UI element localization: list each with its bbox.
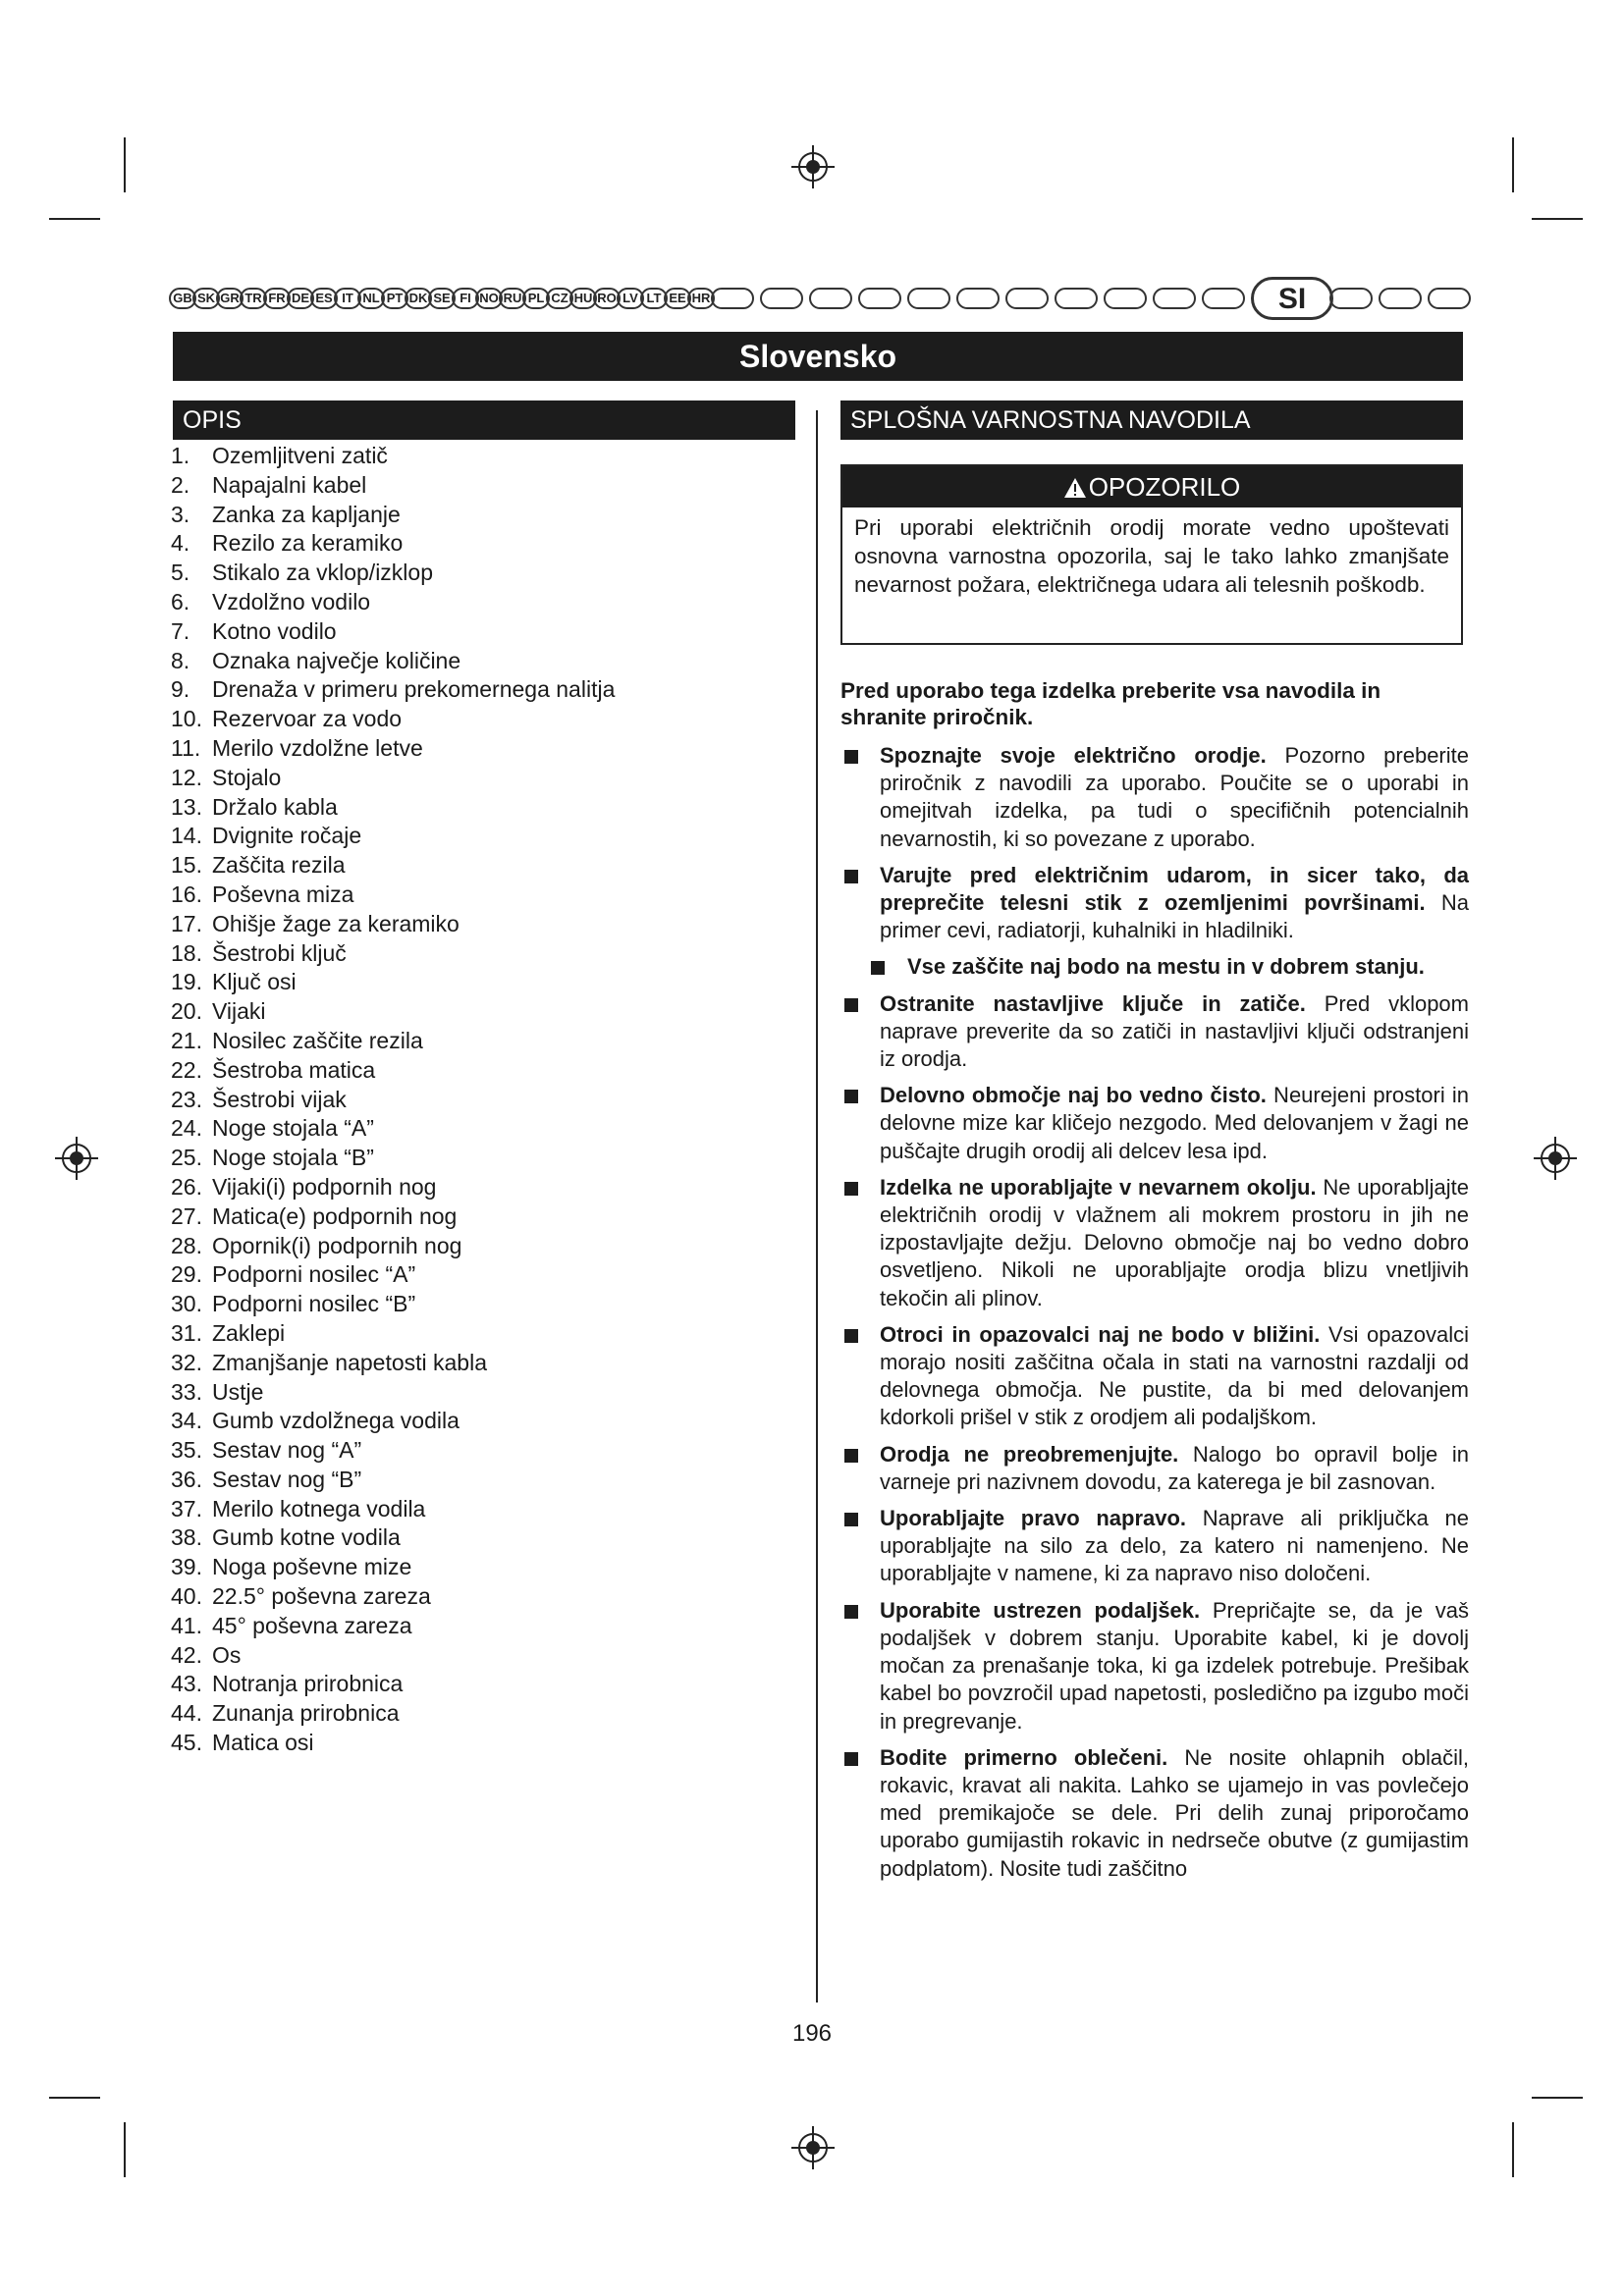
language-tabs [169, 277, 1465, 320]
warning-title: OPOZORILO [1088, 472, 1241, 502]
language-tab-hr: HR [687, 288, 715, 309]
opis-item-number: 28. [171, 1232, 202, 1258]
opis-item-number: 25. [171, 1145, 202, 1171]
opis-item-number: 6. [171, 588, 190, 614]
opis-item-text: Zunanja prirobnica [212, 1700, 400, 1727]
safety-bullet-title: Bodite primerno oblečeni. [880, 1744, 1168, 1770]
opis-item [171, 1729, 799, 1758]
opis-item [171, 910, 799, 939]
safety-bullet-title: Izdelka ne uporabljajte v nevarnem okolju. [880, 1174, 1317, 1200]
opis-item-text: Sestav nog “B” [212, 1466, 362, 1492]
opis-item-number: 44. [171, 1700, 202, 1727]
crop-mark [124, 137, 126, 192]
opis-item-number: 12. [171, 764, 202, 790]
safety-bullet-text: Pozorno preberite priročnik z navodili za uporabo. Poučite se o uporabi in omejitvah izdelka, pa tudi o specifičnih potencialnih nevarnostih, ki so povezane z uporabo. [880, 743, 1469, 851]
opis-heading: OPIS [173, 400, 795, 440]
opis-item-number: 7. [171, 617, 190, 644]
crop-mark [1532, 218, 1583, 220]
language-tab-de: DE [287, 288, 314, 309]
warning-header [842, 466, 1461, 507]
opis-item [171, 1523, 799, 1553]
opis-item-text: Gumb vzdolžnega vodila [212, 1408, 460, 1434]
warning-text: Pri uporabi električnih orodij morate vedno upoštevati osnovna varnostna opozorila, saj le tako lahko zmanjšate nevarnost požara, električnega udara ali telesnih poškodb. [854, 515, 1449, 597]
opis-item [171, 1114, 799, 1144]
language-tab-gb: GB [169, 288, 196, 309]
document-title: Slovensko [173, 332, 1463, 381]
opis-item [171, 501, 799, 530]
opis-item-text: Napajalni kabel [212, 471, 367, 498]
language-tab-no: NO [475, 288, 503, 309]
safety-bullet-text: Ne nosite ohlapnih oblačil, rokavic, kravat ali nakita. Lahko se ujamejo in vas povlečejo med premikajoče se dele. Pri delih zunaj priporočamo uporabo gumijastih rokavic in nedrseče obutve (z gumijastim podplatom). Nosite tudi zaščitno [880, 1744, 1469, 1881]
opis-item [171, 559, 799, 588]
opis-item [171, 1144, 799, 1173]
opis-item [171, 1407, 799, 1436]
opis-item-text: Šestroba matica [212, 1056, 376, 1083]
opis-item-text: Os [212, 1641, 242, 1668]
language-tab-pl: PL [522, 288, 550, 309]
opis-item-text: Stojalo [212, 764, 282, 790]
opis-item [171, 1056, 799, 1086]
opis-item-text: Kotno vodilo [212, 617, 337, 644]
opis-item-text: Ohišje žage za keramiko [212, 910, 460, 936]
safety-bullet [840, 953, 1469, 981]
safety-bullet [840, 1441, 1469, 1496]
opis-item-text: Šestrobi ključ [212, 939, 347, 966]
registration-mark-icon [1534, 1137, 1577, 1180]
language-tab-blank [1379, 288, 1422, 309]
opis-item [171, 1173, 799, 1202]
safety-bullet [840, 1321, 1469, 1432]
opis-item [171, 1495, 799, 1524]
opis-item [171, 529, 799, 559]
opis-item-number: 1. [171, 443, 190, 468]
opis-item-number: 18. [171, 939, 202, 966]
language-tab-cz: CZ [546, 288, 573, 309]
opis-item-text: Noge stojala “B” [212, 1145, 374, 1171]
opis-item-number: 34. [171, 1408, 202, 1434]
opis-item-text: Zaščita rezila [212, 852, 346, 879]
opis-item [171, 1699, 799, 1729]
opis-item [171, 822, 799, 851]
opis-item-number: 10. [171, 706, 202, 732]
language-tab-blank [1428, 288, 1471, 309]
language-tab-blank [809, 288, 852, 309]
crop-mark [1512, 137, 1514, 192]
opis-item [171, 1349, 799, 1378]
opis-item-text: Dvignite ročaje [212, 823, 362, 849]
opis-item-text: Vijaki [212, 998, 266, 1025]
opis-item [171, 1202, 799, 1232]
opis-item-number: 36. [171, 1466, 202, 1492]
opis-item-text: Držalo kabla [212, 793, 338, 820]
safety-bullet-title: Otroci in opazovalci naj ne bodo v bližini. [880, 1321, 1321, 1347]
opis-item-text: Vijaki(i) podpornih nog [212, 1173, 437, 1200]
language-tab-tr: TR [240, 288, 267, 309]
opis-item [171, 442, 799, 471]
language-tab-blank [1202, 288, 1245, 309]
safety-bullet-title: Delovno območje naj bo vedno čisto. [880, 1083, 1267, 1108]
opis-item-text: Rezilo za keramiko [212, 530, 404, 557]
language-tab-se: SE [428, 288, 456, 309]
opis-item-number: 40. [171, 1583, 202, 1610]
warning-triangle-icon [1063, 477, 1087, 499]
opis-item-text: Noga poševne mize [212, 1554, 412, 1580]
opis-item [171, 617, 799, 647]
opis-item [171, 1553, 799, 1582]
opis-item-number: 20. [171, 998, 202, 1025]
opis-item-text: Sestav nog “A” [212, 1437, 362, 1464]
opis-item-number: 3. [171, 501, 190, 527]
language-tab-ro: RO [593, 288, 621, 309]
opis-item-text: Matica osi [212, 1730, 314, 1756]
language-tab-dk: DK [405, 288, 432, 309]
opis-item-number: 35. [171, 1437, 202, 1464]
language-tab-hu: HU [569, 288, 597, 309]
language-tab-gr: GR [216, 288, 244, 309]
opis-item [171, 793, 799, 823]
opis-item [171, 1641, 799, 1671]
safety-bullet-title: Uporabite ustrezen podaljšek. [880, 1597, 1201, 1623]
opis-item [171, 997, 799, 1027]
opis-item-text: Opornik(i) podpornih nog [212, 1232, 462, 1258]
opis-item-number: 30. [171, 1291, 202, 1317]
safety-bullet-title: Uporabljajte pravo napravo. [880, 1506, 1187, 1531]
language-tab-blank [760, 288, 803, 309]
opis-item [171, 764, 799, 793]
opis-item-number: 4. [171, 530, 190, 557]
column-divider [816, 410, 818, 2002]
opis-item-number: 42. [171, 1641, 202, 1668]
opis-item [171, 647, 799, 676]
opis-item-text: Ustje [212, 1378, 264, 1405]
safety-bullet-text: Ne uporabljajte električnih orodij v vlažnem ali mokrem prostoru in jih ne izpostavljajte dežju. Delovno območje naj bo vedno dobro osvetljeno. Nikoli ne uporabljajte orodja blizu vnetljivih tekočin ali plinov. [880, 1174, 1469, 1310]
language-tab-nl: NL [357, 288, 385, 309]
safety-bullet-text: Na primer cevi, radiatorji, kuhalniki in hladilniki. [880, 890, 1469, 943]
opis-item [171, 881, 799, 910]
opis-item-number: 2. [171, 471, 190, 498]
opis-item-text: Drenaža v primeru prekomernega nalitja [212, 676, 616, 703]
opis-item-number: 39. [171, 1554, 202, 1580]
opis-item-text: Zanka za kapljanje [212, 501, 401, 527]
opis-item-text: Zmanjšanje napetosti kabla [212, 1349, 487, 1375]
crop-mark [1532, 2097, 1583, 2099]
opis-item-number: 31. [171, 1319, 202, 1346]
opis-item [171, 1466, 799, 1495]
opis-item [171, 1582, 799, 1612]
opis-item-text: Ključ osi [212, 969, 297, 995]
opis-item-text: Nosilec zaščite rezila [212, 1027, 423, 1053]
page-number: 196 [791, 2020, 833, 2047]
language-tab-blank [1104, 288, 1147, 309]
safety-bullet-title: Ostranite nastavljive ključe in zatiče. [880, 990, 1306, 1016]
safety-bullet [840, 1174, 1469, 1312]
language-tab-blank [1005, 288, 1049, 309]
language-tab-fr: FR [263, 288, 291, 309]
opis-item [171, 1260, 799, 1290]
opis-item-text: Rezervoar za vodo [212, 706, 403, 732]
opis-item [171, 471, 799, 501]
language-tab-it: IT [334, 288, 361, 309]
opis-item-number: 17. [171, 910, 202, 936]
opis-item-text: Ozemljitveni zatič [212, 443, 388, 468]
opis-item-number: 27. [171, 1202, 202, 1229]
registration-mark-icon [55, 1137, 98, 1180]
opis-item-number: 14. [171, 823, 202, 849]
safety-bullet-text: Pred vklopom naprave preverite da so zatiči in nastavljivi ključi odstranjeni iz orodja. [880, 990, 1469, 1072]
opis-item-text: Podporni nosilec “A” [212, 1261, 416, 1288]
crop-mark [124, 2122, 126, 2177]
language-tab-ru: RU [499, 288, 526, 309]
opis-list [171, 442, 799, 1758]
opis-item-text: Noge stojala “A” [212, 1115, 374, 1142]
opis-item-number: 26. [171, 1173, 202, 1200]
safety-bullet-title: Spoznajte svoje električno orodje. [880, 743, 1267, 768]
crop-mark [1512, 2122, 1514, 2177]
opis-item-number: 22. [171, 1056, 202, 1083]
opis-item-number: 9. [171, 676, 190, 703]
opis-item-number: 32. [171, 1349, 202, 1375]
opis-item-number: 21. [171, 1027, 202, 1053]
language-tab-blank [907, 288, 950, 309]
opis-item-number: 8. [171, 647, 190, 673]
crop-mark [49, 218, 100, 220]
opis-item-text: Notranja prirobnica [212, 1671, 404, 1697]
safety-bullets [840, 742, 1469, 1892]
language-tab-lt: LT [640, 288, 668, 309]
opis-item-text: Poševna miza [212, 881, 354, 907]
opis-item-number: 45. [171, 1730, 202, 1756]
opis-item-number: 38. [171, 1524, 202, 1551]
opis-item-number: 24. [171, 1115, 202, 1142]
opis-item-number: 41. [171, 1612, 202, 1638]
language-tab-blank [858, 288, 901, 309]
language-tab-si: SI [1251, 277, 1333, 320]
opis-item [171, 1378, 799, 1408]
opis-item-number: 23. [171, 1086, 202, 1112]
opis-item-number: 15. [171, 852, 202, 879]
safety-bullet-text: Prepričajte se, da je vaš podaljšek v dobrem stanju. Uporabite kabel, ki je dovolj močan za prenašanje toka, ki ga izdelek potrebuje. Prešibak kabel bo povzročil upad napetosti, posledično pa izgubo moči in pregrevanje. [880, 1597, 1469, 1734]
opis-item-text: Gumb kotne vodila [212, 1524, 401, 1551]
opis-item [171, 1612, 799, 1641]
opis-item-number: 16. [171, 881, 202, 907]
opis-item-text: Podporni nosilec “B” [212, 1291, 416, 1317]
language-tab-blank [1153, 288, 1196, 309]
safety-bullet [840, 990, 1469, 1074]
language-tab-blank [956, 288, 1000, 309]
language-tab-es: ES [310, 288, 338, 309]
opis-item [171, 939, 799, 969]
language-tab-fi: FI [452, 288, 479, 309]
safety-bullet-text: Neurejeni prostori in delovne mize kar kličejo nezgodo. Med delovanjem v žagi ne puščajte drugih orodij ali delcev lesa ipd. [880, 1083, 1470, 1163]
safety-bullet [840, 1744, 1469, 1883]
opis-item [171, 1319, 799, 1349]
opis-item-number: 19. [171, 969, 202, 995]
safety-bullet [840, 742, 1469, 853]
opis-item-text: Merilo kotnega vodila [212, 1495, 426, 1522]
opis-item-number: 13. [171, 793, 202, 820]
safety-bullet [840, 1082, 1469, 1165]
opis-item-number: 33. [171, 1378, 202, 1405]
safety-bullet-text: Nalogo bo opravil bolje in varneje pri nazivnem dovodu, za katerega je bil zasnovan. [880, 1441, 1469, 1494]
language-tab-blank [1055, 288, 1098, 309]
language-tab-ee: EE [664, 288, 691, 309]
opis-item-text: Merilo vzdolžne letve [212, 734, 423, 761]
intro-text: Pred uporabo tega izdelka preberite vsa navodila in shranite priročnik. [840, 678, 1381, 729]
opis-item [171, 1290, 799, 1319]
opis-item [171, 1670, 799, 1699]
opis-item-text: Zaklepi [212, 1319, 286, 1346]
crop-mark [49, 2097, 100, 2099]
safety-bullet-text: Naprave ali priključka ne uporabljajte na silo za delo, za katero ni namenjeno. Ne uporabljajte v namene, ki za napravo niso določeni. [880, 1506, 1469, 1586]
opis-item [171, 734, 799, 764]
safety-bullet [840, 862, 1469, 945]
opis-item-number: 43. [171, 1671, 202, 1697]
safety-bullet-title: Varujte pred električnim udarom, in sicer tako, da preprečite telesni stik z ozemljenimi površinami. [880, 862, 1469, 916]
language-tab-blank [711, 288, 754, 309]
opis-item [171, 851, 799, 881]
opis-item [171, 1436, 799, 1466]
language-tab-blank [1329, 288, 1373, 309]
opis-item-text: Matica(e) podpornih nog [212, 1202, 458, 1229]
safety-heading: SPLOŠNA VARNOSTNA NAVODILA [840, 400, 1463, 440]
safety-bullet [840, 1505, 1469, 1588]
opis-item-number: 11. [171, 734, 201, 761]
language-tab-sk: SK [192, 288, 220, 309]
opis-item [171, 1027, 799, 1056]
safety-bullet-text: Vsi opazovalci morajo nositi zaščitna očala in stati na varnostni razdalji od delovnega območja. Ne pustite, da bi med delovanjem kdorkoli prišel v stik z orodjem ali podaljškom. [880, 1321, 1469, 1430]
opis-item-text: 22.5° poševna zareza [212, 1583, 431, 1610]
opis-item [171, 1232, 799, 1261]
opis-item [171, 588, 799, 617]
opis-item-text: Vzdolžno vodilo [212, 588, 371, 614]
safety-bullet-title: Orodja ne preobremenjujte. [880, 1441, 1179, 1467]
opis-item [171, 968, 799, 997]
opis-item-number: 37. [171, 1495, 202, 1522]
registration-mark-icon [791, 145, 835, 188]
opis-item [171, 705, 799, 734]
opis-item [171, 1086, 799, 1115]
opis-item-text: Oznaka največje količine [212, 647, 461, 673]
safety-bullet-title: Vse zaščite naj bodo na mestu in v dobrem stanju. [907, 954, 1425, 980]
registration-mark-icon [791, 2126, 835, 2169]
opis-item-number: 29. [171, 1261, 202, 1288]
opis-item-text: Šestrobi vijak [212, 1086, 347, 1112]
language-tab-lv: LV [617, 288, 644, 309]
safety-bullet [840, 1597, 1469, 1735]
opis-item-text: 45° poševna zareza [212, 1612, 412, 1638]
opis-item-text: Stikalo za vklop/izklop [212, 560, 433, 586]
warning-box [840, 464, 1463, 645]
language-tab-pt: PT [381, 288, 408, 309]
opis-item [171, 675, 799, 705]
opis-item-number: 5. [171, 560, 190, 586]
